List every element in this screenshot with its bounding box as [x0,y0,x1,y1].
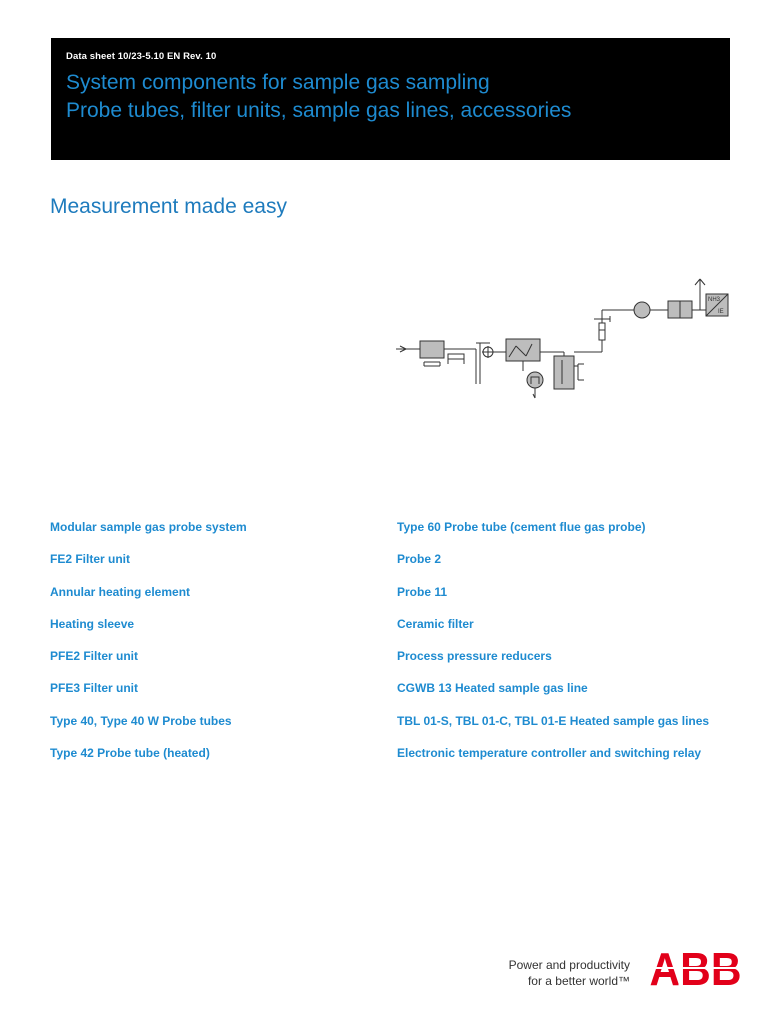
footer-tagline [509,958,630,989]
list-item: Process pressure reducers [397,649,552,664]
list-item: TBL 01-S, TBL 01-C, TBL 01-E Heated sample gas lines [397,713,710,728]
list-item: Modular sample gas probe system [50,520,247,534]
list-item: Type 60 Probe tube (cement flue gas probe) [397,520,646,534]
document-title: System components for sample gas sampling [66,71,490,94]
ie-label: IE [718,309,724,315]
list-item: PFE2 Filter unit [50,649,139,664]
list-item: Annular heating element [50,584,191,599]
data-sheet-label: Data sheet 10/23-5.10 EN Rev. 10 [66,51,217,62]
abb-logo [649,950,742,987]
footer-tagline-line2: for a better world™ [527,973,630,988]
list-item: Ceramic filter [397,616,474,631]
list-item: Electronic temperature controller and switching relay [397,746,702,761]
list-item: Probe 11 [397,584,448,599]
abb-logo-text: ABB [649,950,742,987]
list-item: PFE3 Filter unit [50,681,139,696]
sample-gas-sampling-schematic-icon [396,276,736,402]
components-list-left [50,520,247,778]
list-item: CGWB 13 Heated sample gas line [397,681,588,696]
page-tagline: Measurement made easy [50,195,287,218]
list-item: Type 40, Type 40 W Probe tubes [50,713,232,728]
list-item: Heating sleeve [50,616,135,631]
list-item: FE2 Filter unit [50,552,131,567]
nh3-label: NH3 [708,297,721,303]
list-item: Probe 2 [397,552,442,567]
document-subtitle: Probe tubes, filter units, sample gas lines, accessories [66,99,572,122]
list-item: Type 42 Probe tube (heated) [50,746,210,761]
components-list-right [397,520,709,778]
footer-tagline-line1: Power and productivity [508,958,630,972]
header-banner [51,38,730,160]
